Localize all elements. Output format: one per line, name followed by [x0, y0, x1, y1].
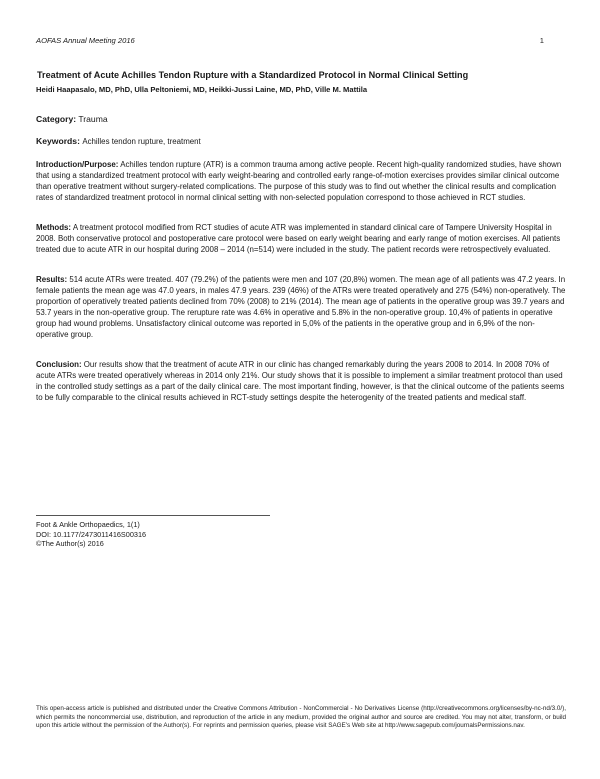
conclusion-label: Conclusion:: [36, 360, 82, 369]
keywords-label: Keywords:: [36, 136, 80, 146]
article-title: Treatment of Acute Achilles Tendon Rupture with a Standardized Protocol in Normal Clinical Setting: [37, 70, 469, 80]
footnote-divider: [36, 515, 270, 516]
keywords-line: [36, 136, 566, 147]
conclusion-text: Our results show that the treatment of acute ATR in our clinic has changed remarkably during the years 2008 to 2014. In 2008 70% of acute ATRs were treated operatively whereas in 2014 only 21%. Our study shows that it is possible to implement a similar treatment protocol than used in the controlled study settings as a part of the daily clinical care. The most important finding, however, is that the clinical outcome of the patients seems to be fully comparable to the clinical results achieved in RCT-study settings despite the heterogenity of the treated patients and medical staff.: [36, 360, 565, 402]
category-line: [36, 114, 566, 125]
results-text: 514 acute ATRs were treated. 407 (79.2%) of the patients were men and 107 (20,8%) women. The mean age of all patients was 47.2 years. In female patients the mean age was 47.0 years, in males 47.9 years. 239 (46%) of the ATRs were treated operatively and 275 (54%) non-operatively. The proportion of operatively treated patients declined from 70% (2008) to 21% (2014). The mean age of patients in the operative group was 39.7 years and 53.7 years in the non-operative group. The rerupture rate was 4.6% in operative and 5.8% in the non-operative group. 10,4% of patients in operative group had wound problems. Unsatisfactory clinical outcome was reported in 5,0% of the patients in the operative group and in 6,9% of the non-operative group.: [36, 275, 566, 339]
license-notice: This open-access article is published and distributed under the Creative Commons Attribution - NonCommercial - No Derivatives License (http://creativecommons.org/licenses/by-nc-nd/3.0/), which permits the noncommercial use, distribution, and reproduction of the article in any medium, provided the original author and source are credited. You may not alter, transform, or build upon this article without the permission of the Author(s). For reprints and permission queries, please visit SAGE's Web site at http://www.sagepub.com/journalsPermissions.nav.: [36, 705, 566, 730]
author-list: Heidi Haapasalo, MD, PhD, Ulla Peltoniemi, MD, Heikki-Jussi Laine, MD, PhD, Ville M. Mattila: [36, 85, 368, 94]
introduction-text: Achilles tendon rupture (ATR) is a common trauma among active people. Recent high-quality randomized studies, have shown that using a standardized treatment protocol with early weight-bearing and controlled early range-of-motion exercises provides similar clinical outcome than operative treatment without surgery-related complications. The purpose of this study was to find out whether the clinical results and complication rates of standardized treatment protocol in normal clinical setting with non-selected population correspond to those achieved in RCT studies.: [36, 160, 562, 202]
methods-section: [36, 222, 566, 255]
copyright: ©The Author(s) 2016: [36, 539, 104, 549]
conclusion-section: [36, 359, 566, 403]
category-value: Trauma: [78, 114, 108, 124]
methods-label: Methods:: [36, 223, 72, 232]
journal-citation: Foot & Ankle Orthopaedics, 1(1): [36, 520, 140, 529]
running-head: AOFAS Annual Meeting 2016: [36, 36, 135, 45]
results-label: Results:: [36, 275, 68, 284]
methods-text: A treatment protocol modified from RCT studies of acute ATR was implemented in standard clinical care of Tampere University Hospital in 2008. Both conservative protocol and postoperative care protocol were based on early weight bearing and early range of motion exercises. All patients treated due to acute ATR in our hospital during 2008 – 2014 (n=514) were included in the study. The patient records were retrospectively evaluated.: [36, 223, 561, 254]
article-body: [36, 69, 566, 403]
keywords-value: Achilles tendon rupture, treatment: [82, 137, 201, 146]
category-label: Category:: [36, 114, 77, 124]
page-number: 1: [539, 36, 544, 45]
results-section: [36, 274, 566, 340]
introduction-section: [36, 159, 566, 203]
doi: DOI: 10.1177/2473011416S00316: [36, 529, 147, 539]
citation-block: [36, 520, 146, 549]
introduction-label: Introduction/Purpose:: [36, 160, 119, 169]
